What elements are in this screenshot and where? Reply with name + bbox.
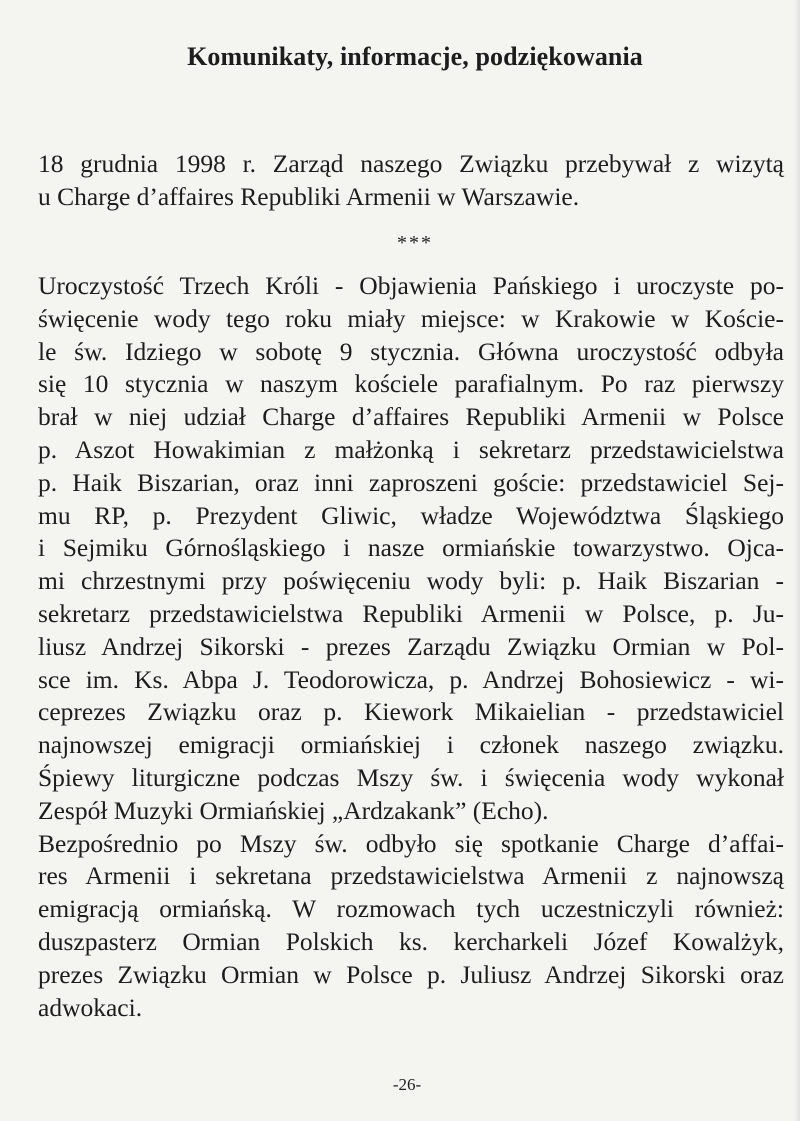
paragraph-epiphany <box>38 270 784 1024</box>
text-line: święcenie wody tego roku miały miejsce: w Krakowie w Koście- <box>38 303 784 333</box>
text-line: res Armenii i sekretana przedstawicielstwa Armenii z najnowszą <box>38 861 784 891</box>
text-line: liusz Andrzej Sikorski - prezes Zarządu Związku Ormian w Pol- <box>38 631 784 661</box>
text-line: brał w niej udział Charge d’affaires Republiki Armenii w Polsce <box>38 402 784 432</box>
text-line: Zespół Muzyki Ormiańskiej „Ardzakank” (Echo). <box>38 795 549 825</box>
section-separator: *** <box>397 232 433 254</box>
text-line: Uroczystość Trzech Króli - Objawienia Pańskiego i uroczyste po- <box>38 271 784 300</box>
text-line: sekretarz przedstawicielstwa Republiki Armenii w Polsce, p. Ju- <box>38 598 784 628</box>
text-line: p. Haik Biszarian, oraz inni zaproszeni goście: przedstawiciel Sej- <box>38 467 784 497</box>
text-line: emigracją ormiańską. W rozmowach tych uczestniczyli również: <box>38 894 784 924</box>
text-line: sce im. Ks. Abpa J. Teodorowicza, p. Andrzej Bohosiewicz - wi- <box>38 664 784 694</box>
text-line: prezes Związku Ormian w Polsce p. Juliusz Andrzej Sikorski oraz <box>38 959 784 989</box>
text-line: się 10 stycznia w naszym kościele parafialnym. Po raz pierwszy <box>38 369 784 399</box>
page-number: -26- <box>392 1075 422 1094</box>
text-line: Bezpośrednio po Mszy św. odbyło się spotkanie Charge d’affai- <box>38 828 784 858</box>
text-line: Śpiewy liturgiczne podczas Mszy św. i święcenia wody wykonał <box>38 762 784 792</box>
text-line: najnowszej emigracji ormiańskiej i członek naszego związku. <box>38 730 784 760</box>
text-line: i Sejmiku Górnośląskiego i nasze ormiańskie towarzystwo. Ojca- <box>38 533 784 563</box>
page-title: Komunikaty, informacje, podziękowania <box>187 42 643 71</box>
text-line: mi chrzestnymi przy poświęceniu wody byli: p. Haik Biszarian - <box>38 566 784 596</box>
page-edge-shadow <box>794 0 800 1121</box>
text-line: 18 grudnia 1998 r. Zarząd naszego Związku przebywał z wizytą <box>38 149 784 178</box>
text-line: ceprezes Związku oraz p. Kiework Mikaielian - przedstawiciel <box>38 697 784 727</box>
text-line: p. Aszot Howakimian z małżonką i sekretarz przedstawicielstwa <box>38 434 784 464</box>
text-line: adwokaci. <box>38 992 143 1022</box>
paragraph-visit <box>38 148 784 214</box>
text-line: duszpasterz Ormian Polskich ks. kercharkeli Józef Kowalżyk, <box>38 926 784 956</box>
text-line: mu RP, p. Prezydent Gliwic, władze Województwa Śląskiego <box>38 500 784 530</box>
text-line: le św. Idziego w sobotę 9 stycznia. Główna uroczystość odbyła <box>38 336 784 366</box>
text-line: u Charge d’affaires Republiki Armenii w Warszawie. <box>38 181 580 211</box>
